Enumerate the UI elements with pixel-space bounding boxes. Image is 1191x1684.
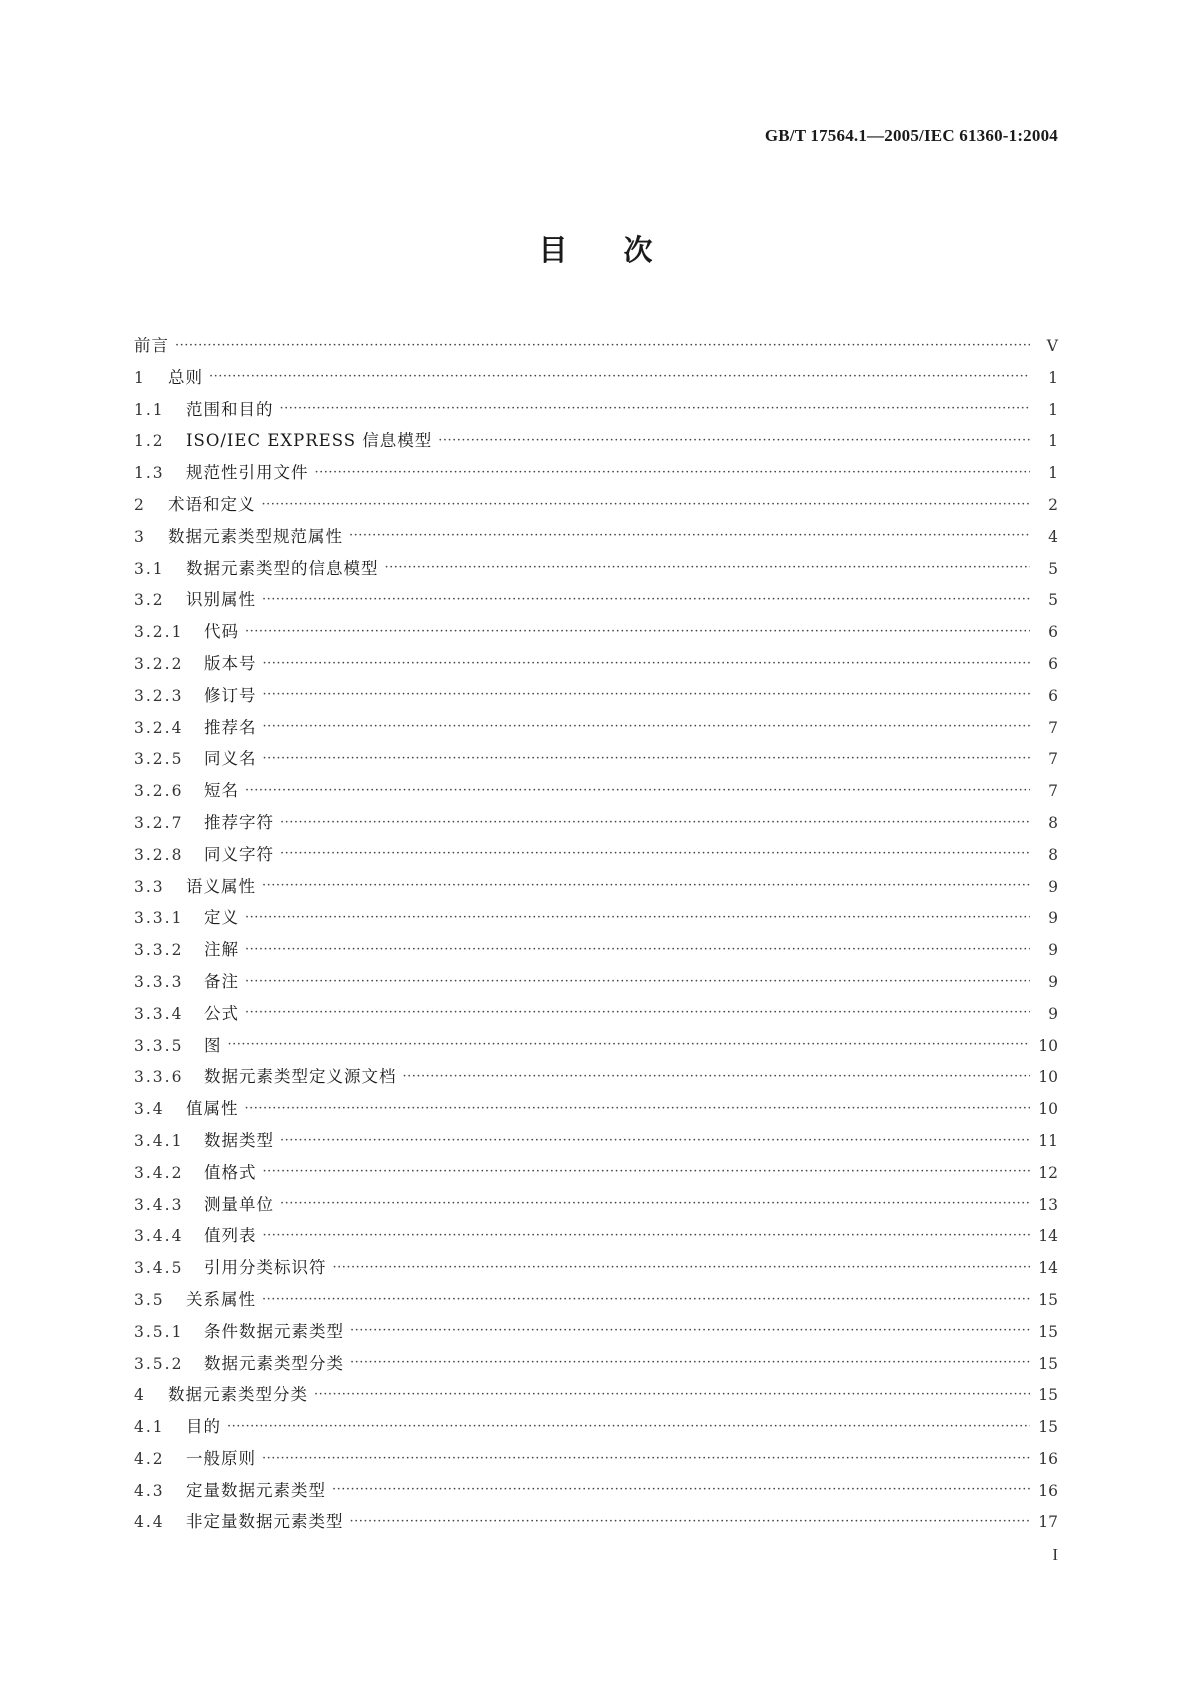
toc-entry-title: 数据元素类型的信息模型 [186, 558, 379, 578]
toc-entry[interactable] [134, 1127, 1058, 1159]
toc-entry[interactable] [134, 1350, 1058, 1382]
toc-entry-number: 3 [134, 527, 146, 546]
toc-entry-number: 3.2.8 [134, 845, 184, 864]
toc-entry-number: 3.3.1 [134, 909, 184, 928]
toc-entry-number: 3.3.6 [134, 1068, 184, 1087]
toc-entry-number: 1 [134, 368, 146, 387]
toc-entry-number: 3.4 [134, 1100, 165, 1119]
toc-entry[interactable] [134, 1159, 1058, 1191]
toc-entry-title: ISO/IEC EXPRESS 信息模型 [186, 431, 433, 451]
page-number: I [1052, 1545, 1058, 1564]
toc-entry[interactable] [134, 491, 1058, 523]
toc-entry-title: 修订号 [204, 685, 257, 705]
toc-entry-number: 3.2.5 [134, 750, 184, 769]
table-of-contents [134, 332, 1058, 1540]
toc-entry-title: 短名 [204, 781, 239, 801]
toc-entry-page: 9 [1048, 1004, 1058, 1023]
toc-dot-leader [262, 495, 1031, 512]
page-title: 目次 [538, 233, 709, 267]
toc-entry-page: 14 [1038, 1227, 1058, 1246]
toc-entry-title: 条件数据元素类型 [204, 1321, 344, 1341]
toc-dot-leader [350, 1354, 1030, 1371]
toc-dot-leader [262, 1290, 1030, 1307]
toc-entry-number: 1.2 [134, 432, 165, 451]
toc-dot-leader [403, 1067, 1031, 1084]
toc-entry[interactable] [134, 586, 1058, 618]
toc-entry-page: 15 [1038, 1386, 1058, 1405]
toc-entry-title: 值属性 [186, 1099, 239, 1119]
toc-entry-number: 3.5.2 [134, 1354, 184, 1373]
toc-entry-number: 4 [134, 1386, 146, 1405]
toc-entry-title: 关系属性 [186, 1289, 256, 1309]
toc-dot-leader [315, 463, 1031, 480]
toc-entry-number: 4.4 [134, 1513, 165, 1532]
toc-dot-leader [245, 622, 1030, 639]
toc-dot-leader [245, 972, 1030, 989]
toc-dot-leader [280, 1195, 1030, 1212]
toc-entry-title: 备注 [204, 971, 239, 991]
toc-entry-number: 3.3.5 [134, 1036, 184, 1055]
toc-entry-title: 测量单位 [204, 1194, 274, 1214]
toc-entry-title: 范围和目的 [186, 399, 274, 419]
toc-dot-leader [228, 1036, 1031, 1053]
toc-entry-title: 代码 [204, 622, 239, 642]
toc-dot-leader [262, 1449, 1030, 1466]
toc-dot-leader [438, 432, 1030, 449]
toc-entry[interactable] [134, 968, 1058, 1000]
toc-entry[interactable] [134, 1445, 1058, 1477]
toc-entry-title: 公式 [204, 1003, 239, 1023]
toc-entry-title: 版本号 [204, 653, 257, 673]
toc-entry-title: 同义名 [204, 749, 257, 769]
toc-dot-leader [227, 1417, 1030, 1434]
toc-dot-leader [175, 336, 1030, 353]
toc-entry-page: 11 [1038, 1131, 1058, 1150]
toc-entry[interactable] [134, 1286, 1058, 1318]
toc-dot-leader [333, 1258, 1031, 1275]
toc-entry-number: 3.4.2 [134, 1163, 184, 1182]
toc-dot-leader [263, 1226, 1031, 1243]
toc-entry-page: 15 [1038, 1322, 1058, 1341]
toc-entry-title: 定量数据元素类型 [186, 1480, 326, 1500]
toc-entry[interactable] [134, 1191, 1058, 1223]
toc-dot-leader [263, 1163, 1031, 1180]
toc-entry-page: 2 [1048, 495, 1058, 514]
toc-entry-page: 14 [1038, 1259, 1058, 1278]
toc-entry[interactable] [134, 1095, 1058, 1127]
toc-entry[interactable] [134, 332, 1058, 364]
toc-entry-number: 3.4.1 [134, 1131, 184, 1150]
toc-entry-number: 3.5 [134, 1290, 165, 1309]
toc-entry-page: 7 [1048, 750, 1058, 769]
toc-entry-title: 值列表 [204, 1226, 257, 1246]
toc-entry[interactable] [134, 745, 1058, 777]
toc-entry-page: 16 [1038, 1449, 1058, 1468]
toc-entry-page: 7 [1048, 718, 1058, 737]
toc-entry-number: 3.5.1 [134, 1322, 184, 1341]
toc-entry-page: 6 [1048, 686, 1058, 705]
toc-entry-page: 6 [1048, 623, 1058, 642]
toc-entry-page: 9 [1048, 972, 1058, 991]
toc-dot-leader [349, 527, 1030, 544]
toc-entry-title: 数据类型 [204, 1130, 274, 1150]
toc-entry-page: 10 [1038, 1100, 1058, 1119]
toc-entry[interactable] [134, 459, 1058, 491]
toc-entry-page: 5 [1048, 559, 1058, 578]
toc-entry-number: 4.2 [134, 1449, 165, 1468]
toc-entry[interactable] [134, 1477, 1058, 1509]
toc-entry-page: 8 [1048, 813, 1058, 832]
toc-entry-number: 3.3 [134, 877, 165, 896]
toc-entry-page: 1 [1048, 464, 1058, 483]
toc-dot-leader [332, 1481, 1030, 1498]
toc-entry-page: 12 [1038, 1163, 1058, 1182]
toc-dot-leader [314, 1385, 1030, 1402]
toc-entry-number: 2 [134, 495, 146, 514]
toc-entry[interactable] [134, 936, 1058, 968]
toc-entry-page: 5 [1048, 591, 1058, 610]
toc-entry-number: 4.3 [134, 1481, 165, 1500]
toc-entry-page: 16 [1038, 1481, 1058, 1500]
toc-entry[interactable] [134, 427, 1058, 459]
toc-entry[interactable] [134, 555, 1058, 587]
toc-entry-number: 1.1 [134, 400, 165, 419]
toc-entry-number: 3.2.7 [134, 813, 184, 832]
toc-entry[interactable] [134, 1063, 1058, 1095]
toc-entry-title: 推荐字符 [204, 812, 274, 832]
toc-entry[interactable] [134, 1032, 1058, 1064]
toc-entry[interactable] [134, 1318, 1058, 1350]
toc-entry-number: 3.3.4 [134, 1004, 184, 1023]
toc-entry-title: 同义字符 [204, 844, 274, 864]
toc-entry-page: V [1046, 337, 1058, 355]
toc-entry[interactable] [134, 714, 1058, 746]
toc-dot-leader [350, 1513, 1031, 1530]
toc-entry-page: 1 [1048, 368, 1058, 387]
toc-entry[interactable] [134, 396, 1058, 428]
toc-entry-page: 4 [1048, 527, 1058, 546]
toc-dot-leader [263, 686, 1031, 703]
toc-dot-leader [263, 654, 1031, 671]
toc-entry-title: 数据元素类型规范属性 [168, 526, 343, 546]
toc-dot-leader [263, 718, 1031, 735]
toc-dot-leader [280, 1131, 1030, 1148]
toc-entry[interactable] [134, 523, 1058, 555]
toc-entry-page: 1 [1048, 400, 1058, 419]
toc-entry-number: 4.1 [134, 1418, 165, 1437]
toc-entry-title: 总则 [168, 367, 203, 387]
standard-number-header: GB/T 17564.1—2005/IEC 61360-1:2004 [764, 126, 1058, 145]
toc-dot-leader [209, 368, 1030, 385]
toc-dot-leader [262, 877, 1030, 894]
toc-entry[interactable] [134, 618, 1058, 650]
toc-entry[interactable] [134, 1381, 1058, 1413]
toc-entry-page: 15 [1038, 1418, 1058, 1437]
toc-entry-title: 识别属性 [186, 590, 256, 610]
toc-entry-page: 9 [1048, 877, 1058, 896]
toc-dot-leader [245, 781, 1030, 798]
toc-entry-title: 数据元素类型定义源文档 [204, 1067, 397, 1087]
toc-dot-leader [280, 813, 1030, 830]
toc-entry-number: 3.1 [134, 559, 165, 578]
toc-entry-page: 13 [1038, 1195, 1058, 1214]
toc-entry-page: 9 [1048, 941, 1058, 960]
toc-entry-number: 3.2.6 [134, 782, 184, 801]
toc-entry[interactable] [134, 1000, 1058, 1032]
toc-entry-title: 一般原则 [186, 1448, 256, 1468]
toc-entry-number: 3.2.1 [134, 623, 184, 642]
toc-entry-number: 1.3 [134, 464, 165, 483]
toc-entry[interactable] [134, 777, 1058, 809]
toc-dot-leader [245, 1004, 1030, 1021]
toc-entry-number: 3.4.4 [134, 1227, 184, 1246]
toc-dot-leader [385, 559, 1031, 576]
toc-dot-leader [280, 400, 1031, 417]
toc-entry-page: 17 [1038, 1513, 1058, 1532]
toc-entry-title: 目的 [186, 1417, 221, 1437]
toc-entry-number: 3.3.3 [134, 972, 184, 991]
toc-entry-page: 15 [1038, 1354, 1058, 1373]
toc-dot-leader [350, 1322, 1030, 1339]
toc-entry-number: 3.2.2 [134, 654, 184, 673]
toc-entry-page: 10 [1038, 1068, 1058, 1087]
toc-entry[interactable] [134, 873, 1058, 905]
toc-entry[interactable] [134, 1508, 1058, 1540]
toc-entry[interactable] [134, 1222, 1058, 1254]
toc-entry-number: 3.2 [134, 591, 165, 610]
toc-entry[interactable] [134, 1254, 1058, 1286]
toc-dot-leader [245, 940, 1030, 957]
toc-entry[interactable] [134, 650, 1058, 682]
toc-dot-leader [262, 591, 1030, 608]
toc-entry-title: 注解 [204, 940, 239, 960]
toc-entry-page: 15 [1038, 1290, 1058, 1309]
toc-entry-title: 数据元素类型分类 [168, 1385, 308, 1405]
toc-entry[interactable] [134, 809, 1058, 841]
toc-entry[interactable] [134, 1413, 1058, 1445]
toc-entry-title: 值格式 [204, 1162, 257, 1182]
toc-entry[interactable] [134, 841, 1058, 873]
toc-entry-title: 图 [204, 1035, 222, 1055]
toc-entry-title: 语义属性 [186, 876, 256, 896]
toc-dot-leader [245, 1099, 1031, 1116]
toc-dot-leader [263, 750, 1031, 767]
toc-entry-page: 8 [1048, 845, 1058, 864]
toc-entry-title: 规范性引用文件 [186, 463, 309, 483]
toc-entry-title: 引用分类标识符 [204, 1258, 327, 1278]
toc-entry-title: 数据元素类型分类 [204, 1353, 344, 1373]
toc-entry-number: 3.3.2 [134, 941, 184, 960]
toc-entry-title: 前言 [134, 336, 169, 355]
toc-entry-page: 7 [1048, 782, 1058, 801]
toc-dot-leader [280, 845, 1030, 862]
toc-entry[interactable] [134, 682, 1058, 714]
toc-entry-title: 非定量数据元素类型 [186, 1512, 344, 1532]
toc-entry-title: 术语和定义 [168, 494, 256, 514]
toc-entry-page: 9 [1048, 909, 1058, 928]
toc-dot-leader [245, 908, 1030, 925]
toc-entry-number: 3.4.3 [134, 1195, 184, 1214]
toc-entry-number: 3.2.4 [134, 718, 184, 737]
toc-entry-title: 定义 [204, 908, 239, 928]
toc-entry-title: 推荐名 [204, 717, 257, 737]
toc-entry-page: 1 [1048, 432, 1058, 451]
toc-entry[interactable] [134, 904, 1058, 936]
toc-entry-page: 6 [1048, 654, 1058, 673]
toc-entry-number: 3.2.3 [134, 686, 184, 705]
toc-entry-page: 10 [1038, 1036, 1058, 1055]
toc-entry[interactable] [134, 364, 1058, 396]
toc-entry-number: 3.4.5 [134, 1259, 184, 1278]
